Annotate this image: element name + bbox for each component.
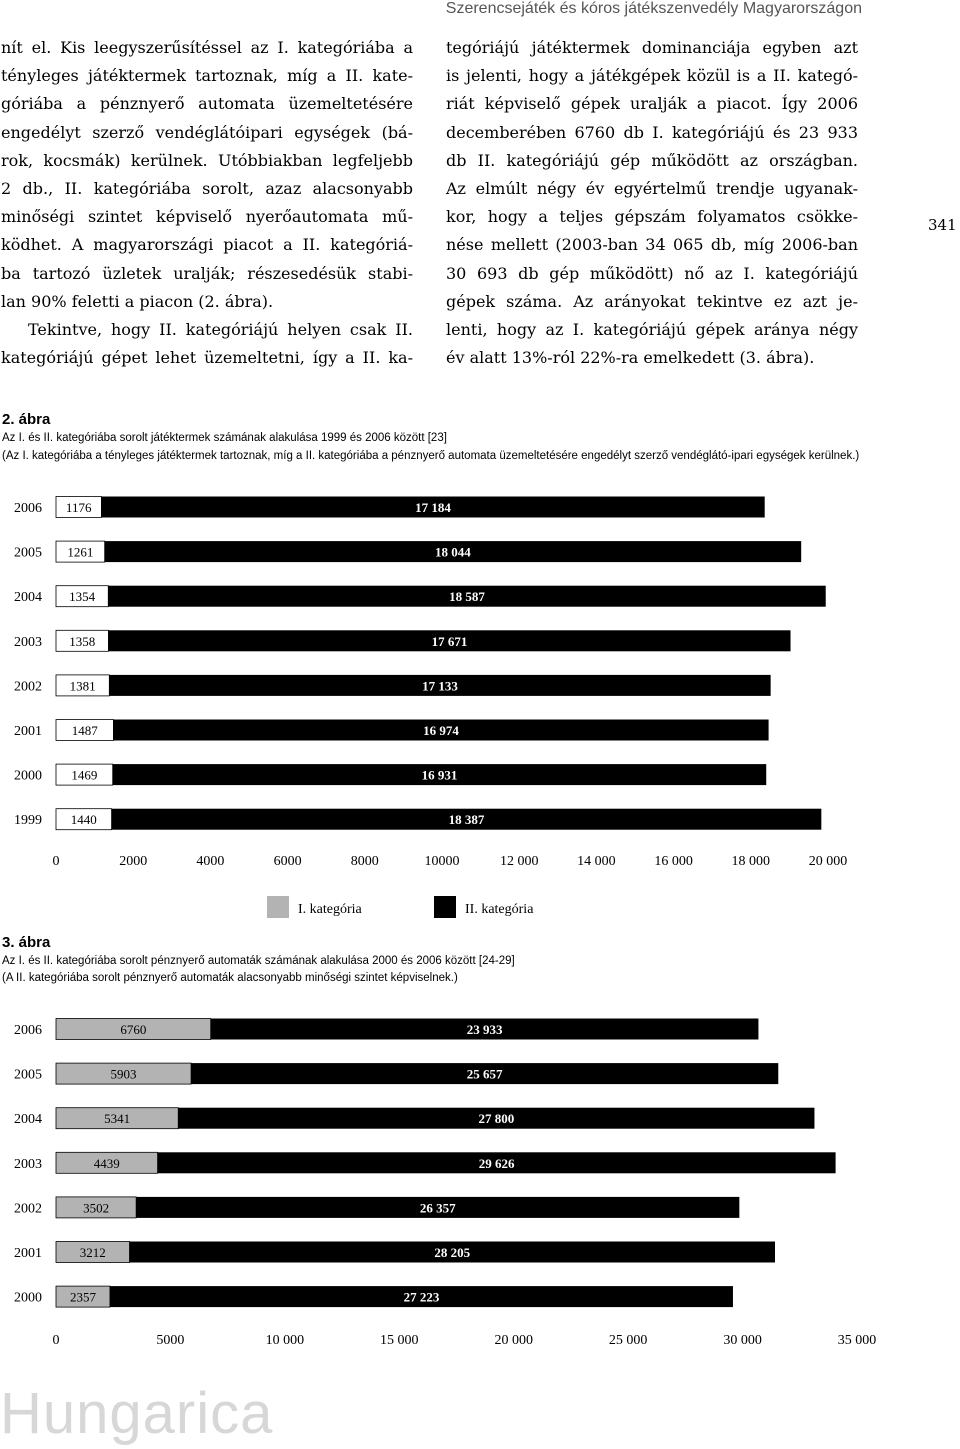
text-line: minőségi szintet képviselő nyerőautomata mű- xyxy=(1,207,413,227)
bar-label-cat1: 1261 xyxy=(67,544,94,560)
bar-label-cat2: 23 933 xyxy=(466,1022,503,1037)
x-tick-label: 18 000 xyxy=(731,854,771,869)
category-label: 1999 xyxy=(14,813,42,829)
figure-3-caption-note: (A II. kategóriába sorolt pénznyerő automaták alacsonyabb minőségi szintet képviselnek.) xyxy=(2,972,458,984)
figure-2-chart xyxy=(0,480,960,930)
text-line: Tekintve, hogy II. kategóriájú helyen csak II. xyxy=(28,320,413,340)
bar-label-cat2: 25 657 xyxy=(466,1066,503,1082)
text-line: lenti, hogy az I. kategóriájú gépek aránya négy xyxy=(446,320,858,340)
text-line: ba tartozó üzletek uralják; részesedésük stabi- xyxy=(1,263,413,283)
running-header: Szerencsejáték és kóros játékszenvedély Magyarországon xyxy=(445,0,862,17)
figure-2-caption-note: (Az I. kategóriába a tényleges játéktermek tartoznak, míg a II. kategóriába a pénznyerő automata üzemeltetésére engedélyt szerző vendéglátó-ipari egységek kerülnek.) xyxy=(2,450,860,462)
bar-label-cat1: 5903 xyxy=(110,1066,137,1082)
text-line: Az elmúlt négy év egyértelmű trendje ugyanak- xyxy=(446,179,858,199)
x-tick-label: 14 000 xyxy=(577,854,616,869)
category-label: 2001 xyxy=(14,724,42,739)
page-number: 341 xyxy=(928,216,957,234)
bar-label-cat2: 17 184 xyxy=(415,500,451,515)
bar-label-cat1: 1469 xyxy=(71,767,98,783)
legend-label-cat2: II. kategória xyxy=(465,902,534,917)
bar-label-cat2: 18 387 xyxy=(448,812,485,828)
text-line: riát képviselő gépek uralják a piacot. Így 2006 xyxy=(446,94,858,114)
x-tick-label: 10000 xyxy=(424,854,460,869)
x-tick-label: 2000 xyxy=(119,854,148,869)
text-line: góriába a pénznyerő automata üzemeltetésére xyxy=(1,94,413,114)
text-line: nít el. Kis leegyszerűsítéssel az I. kategóriába a xyxy=(1,38,413,57)
text-line: ködhet. A magyarországi piacot a II. kategóriá- xyxy=(1,235,413,255)
watermark: Hungarica xyxy=(0,1381,274,1446)
text-line: gépek száma. Az arányokat tekintve ez azt je- xyxy=(446,291,858,311)
category-label: 2001 xyxy=(14,1246,42,1261)
bar-label-cat2: 17 671 xyxy=(431,633,468,649)
bar-label-cat2: 28 205 xyxy=(434,1245,471,1260)
category-label: 2004 xyxy=(14,1112,42,1128)
text-line: is jelenti, hogy a játékgépek közül is a II. kategó- xyxy=(446,66,858,86)
x-tick-label: 4000 xyxy=(196,854,225,869)
x-tick-label: 6000 xyxy=(273,854,302,869)
category-label: 2006 xyxy=(14,501,42,516)
body-text-right-column xyxy=(446,34,858,372)
text-line: decemberében 6760 db I. kategóriájú és 23 933 xyxy=(446,122,858,142)
category-label: 2006 xyxy=(14,1023,42,1038)
text-line: lan 90% feletti a piacon (2. ábra). xyxy=(1,291,274,311)
bar-label-cat2: 18 587 xyxy=(449,589,485,605)
x-tick-label: 35 000 xyxy=(837,1333,877,1348)
text-line: év alatt 13%-ról 22%-ra emelkedett (3. ábra). xyxy=(446,348,815,368)
text-line: nése mellett (2003-ban 34 065 db, míg 2006-ban xyxy=(446,235,858,255)
x-tick-label: 5000 xyxy=(156,1333,185,1348)
bar-label-cat2: 27 223 xyxy=(403,1289,440,1305)
bar-label-cat2: 17 133 xyxy=(422,678,458,694)
bar-label-cat2: 16 931 xyxy=(421,767,458,783)
x-tick-label: 30 000 xyxy=(723,1333,762,1348)
bar-label-cat1: 1381 xyxy=(69,678,96,694)
x-tick-label: 20 000 xyxy=(808,854,848,869)
bar-label-cat1: 1176 xyxy=(65,500,92,515)
text-line: tegóriájú játéktermek dominanciája egyben azt xyxy=(446,38,858,57)
bar-label-cat1: 2357 xyxy=(69,1289,96,1305)
bar-label-cat2: 26 357 xyxy=(419,1200,456,1216)
category-label: 2000 xyxy=(14,1290,42,1306)
text-line: 2 db., II. kategóriába sorolt, azaz alacsonyabb xyxy=(1,179,413,199)
bar-label-cat1: 5341 xyxy=(104,1111,131,1127)
legend-swatch-cat2 xyxy=(434,896,456,918)
figure-2-caption: Az I. és II. kategóriába sorolt játéktermek számának alakulása 1999 és 2006 között [23] xyxy=(2,432,447,444)
category-label: 2004 xyxy=(14,590,42,606)
x-tick-label: 12 000 xyxy=(499,854,539,869)
category-label: 2000 xyxy=(14,768,42,784)
text-line: tényleges játéktermek tartoznak, míg a II. kate- xyxy=(1,66,413,86)
x-tick-label: 25 000 xyxy=(608,1333,648,1348)
text-line: kategóriájú gépet lehet üzemeltetni, így a II. ka- xyxy=(1,348,413,368)
x-tick-label: 16 000 xyxy=(654,854,693,869)
bar-label-cat2: 18 044 xyxy=(435,544,471,560)
text-line: 30 693 db gép működött) nő az I. kategóriájú xyxy=(446,263,858,283)
body-text-left-column xyxy=(1,34,413,372)
bar-label-cat2: 16 974 xyxy=(423,723,459,738)
x-tick-label: 15 000 xyxy=(380,1333,419,1348)
figure-3-chart xyxy=(0,1000,960,1360)
category-label: 2005 xyxy=(14,545,42,561)
text-line: engedélyt szerző vendéglátóipari egységek (bá- xyxy=(1,122,413,142)
legend-label-cat1: I. kategória xyxy=(298,902,362,917)
bar-label-cat1: 6760 xyxy=(120,1022,147,1037)
x-tick-label: 0 xyxy=(52,854,60,869)
text-line: kor, hogy a teljes gépszám folyamatos csökke- xyxy=(446,207,858,227)
x-tick-label: 0 xyxy=(52,1333,60,1348)
bar-label-cat1: 1354 xyxy=(69,589,96,605)
category-label: 2002 xyxy=(14,679,42,695)
bar-label-cat2: 29 626 xyxy=(478,1155,515,1171)
figure-3-number: 3. ábra xyxy=(2,934,51,951)
text-line: db II. kategóriájú gép működött az országban. xyxy=(446,150,858,170)
category-label: 2002 xyxy=(14,1201,42,1217)
bar-label-cat1: 3502 xyxy=(83,1200,110,1216)
x-tick-label: 10 000 xyxy=(265,1333,305,1348)
bar-label-cat2: 27 800 xyxy=(478,1111,515,1127)
x-tick-label: 20 000 xyxy=(494,1333,533,1348)
bar-label-cat1: 3212 xyxy=(79,1245,106,1260)
x-tick-label: 8000 xyxy=(350,854,379,869)
legend-swatch-cat1 xyxy=(267,896,289,918)
bar-label-cat1: 1358 xyxy=(69,633,96,649)
category-label: 2005 xyxy=(14,1067,42,1083)
bar-label-cat1: 1440 xyxy=(70,812,97,828)
bar-label-cat1: 1487 xyxy=(71,723,98,738)
text-line: rok, kocsmák) kerülnek. Utóbbiakban legfeljebb xyxy=(1,150,413,170)
figure-3-caption: Az I. és II. kategóriába sorolt pénznyerő automaták számának alakulása 2000 és 2006 között [24-29] xyxy=(2,955,515,967)
category-label: 2003 xyxy=(14,634,42,650)
figure-2-number: 2. ábra xyxy=(2,411,51,428)
bar-label-cat1: 4439 xyxy=(93,1155,120,1171)
category-label: 2003 xyxy=(14,1156,42,1172)
